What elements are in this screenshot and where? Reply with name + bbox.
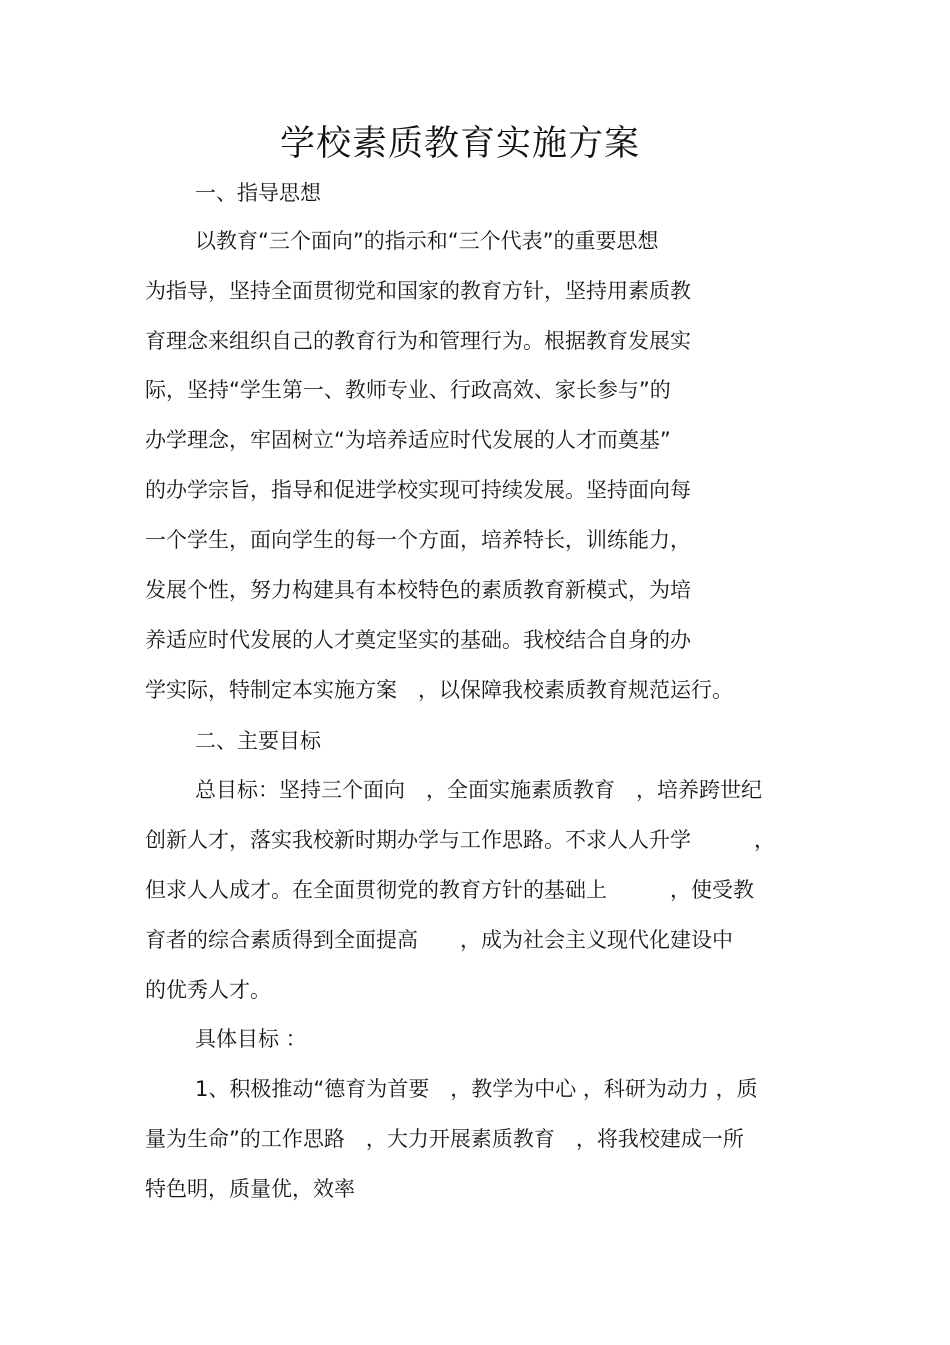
section-heading-guiding-ideology: 一、指导思想 <box>195 181 321 205</box>
paragraph-line: 以教育“三个面向”的指示和“三个代表”的重要思想 <box>195 229 659 253</box>
paragraph-line: 养适应时代发展的人才奠定坚实的基础。我校结合自身的办 <box>145 628 691 652</box>
paragraph-line: 际，坚持“学生第一、教师专业、行政高效、家长参与”的 <box>145 378 671 402</box>
section-heading-main-goals: 二、主要目标 <box>195 729 321 753</box>
document-title: 学校素质教育实施方案 <box>279 124 640 164</box>
paragraph-line: 的优秀人才。 <box>145 978 271 1002</box>
paragraph-line: 一个学生，面向学生的每一个方面，培养特长，训练能力， <box>145 528 691 552</box>
paragraph-line: 特色明，质量优，效率 <box>145 1177 355 1201</box>
paragraph-line: 学实际，特制定本实施方案 ，以保障我校素质教育规范运行。 <box>145 678 733 702</box>
paragraph-line: 发展个性，努力构建具有本校特色的素质教育新模式，为培 <box>145 578 691 602</box>
subheading-specific-goals: 具体目标 ： <box>195 1027 307 1051</box>
paragraph-line: 创新人才，落实我校新时期办学与工作思路。不求人人升学 ， <box>145 828 775 852</box>
paragraph-line: 的办学宗旨，指导和促进学校实现可持续发展。坚持面向每 <box>145 478 691 502</box>
paragraph-line: 量为生命”的工作思路 ，大力开展素质教育 ，将我校建成一所 <box>145 1127 744 1151</box>
paragraph-line: 但求人人成才。在全面贯彻党的教育方针的基础上 ，使受教 <box>145 878 754 902</box>
paragraph-line: 总目标：坚持三个面向 ，全面实施素质教育 ，培养跨世纪 <box>195 778 762 802</box>
paragraph-line: 育理念来组织自己的教育行为和管理行为。根据教育发展实 <box>145 329 691 353</box>
paragraph-line: 1、积极推动“德育为首要 ，教学为中心 ，科研为动力 ，质 <box>195 1077 758 1101</box>
paragraph-line: 为指导，坚持全面贯彻党和国家的教育方针，坚持用素质教 <box>145 279 691 303</box>
paragraph-line: 育者的综合素质得到全面提高 ，成为社会主义现代化建设中 <box>145 928 733 952</box>
paragraph-line: 办学理念，牢固树立“为培养适应时代发展的人才而奠基” <box>145 428 671 452</box>
